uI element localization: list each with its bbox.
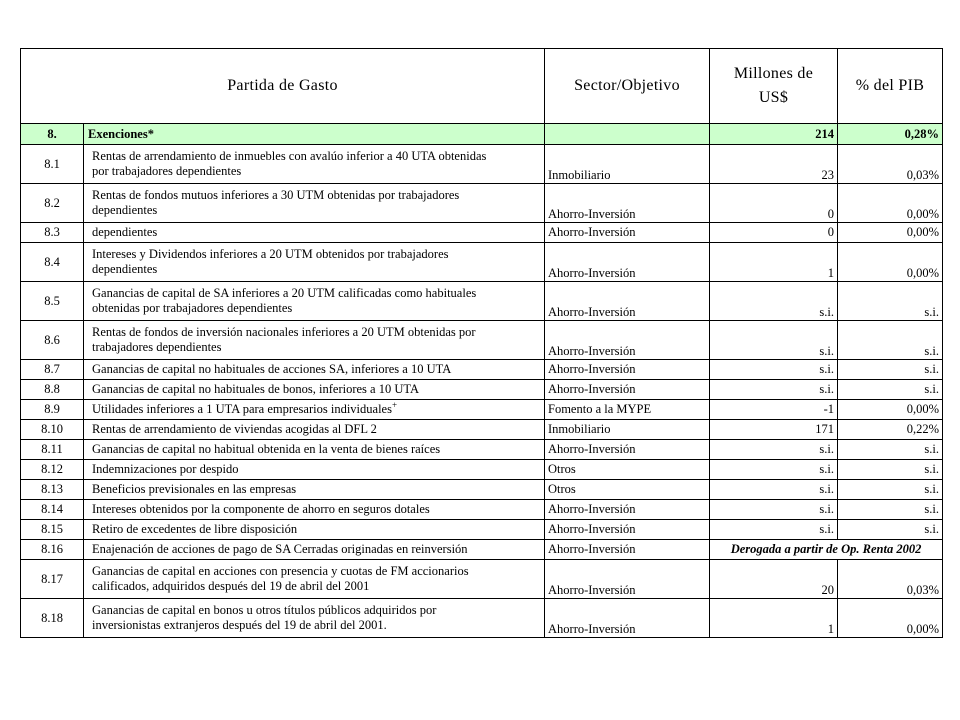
table-row bbox=[21, 520, 943, 540]
row-millones: 23 bbox=[710, 145, 838, 184]
row-number: 8.2 bbox=[21, 184, 84, 222]
row-description-line: Rentas de fondos mutuos inferiores a 30 UTM obtenidas por trabajadores bbox=[92, 188, 460, 202]
header-millones bbox=[710, 49, 838, 124]
row-item-cell bbox=[21, 223, 545, 243]
header-sector: Sector/Objetivo bbox=[545, 49, 710, 124]
row-pib: 0,03% bbox=[838, 145, 943, 184]
row-millones: -1 bbox=[710, 400, 838, 420]
row-item-cell bbox=[21, 380, 545, 400]
row-description bbox=[84, 420, 377, 439]
row-number: 8.12 bbox=[21, 460, 84, 479]
section-number: 8. bbox=[21, 124, 84, 144]
row-sector: Ahorro-Inversión bbox=[545, 500, 710, 520]
row-sector: Ahorro-Inversión bbox=[545, 560, 710, 599]
table-row bbox=[21, 400, 943, 420]
row-description-line: por trabajadores dependientes bbox=[92, 164, 242, 178]
row-item-cell bbox=[21, 282, 545, 321]
section-sector-cell bbox=[545, 124, 710, 145]
row-item-cell bbox=[21, 243, 545, 282]
row-sector: Ahorro-Inversión bbox=[545, 520, 710, 540]
row-description-line: Enajenación de acciones de pago de SA Cerradas originadas en reinversión bbox=[92, 542, 468, 556]
row-pib: 0,22% bbox=[838, 420, 943, 440]
row-description-line: obtenidas por trabajadores dependientes bbox=[92, 301, 293, 315]
row-sector: Ahorro-Inversión bbox=[545, 282, 710, 321]
row-description-line: Ganancias de capital en bonos u otros títulos públicos adquiridos por bbox=[92, 603, 437, 617]
row-description-line: Ganancias de capital en acciones con presencia y cuotas de FM accionarios bbox=[92, 564, 469, 578]
row-description-line: dependientes bbox=[92, 262, 158, 276]
header-millones-text: Millones de US$ bbox=[733, 65, 814, 106]
row-pib: 0,03% bbox=[838, 560, 943, 599]
row-description-line: calificados, adquiridos después del 19 de abril del 2001 bbox=[92, 579, 370, 593]
row-description bbox=[84, 321, 476, 359]
row-millones: 20 bbox=[710, 560, 838, 599]
row-sector: Ahorro-Inversión bbox=[545, 321, 710, 360]
row-pib: 0,00% bbox=[838, 400, 943, 420]
row-description-line: Rentas de fondos de inversión nacionales inferiores a 20 UTM obtenidas por bbox=[92, 325, 476, 339]
row-number: 8.8 bbox=[21, 380, 84, 399]
row-number: 8.7 bbox=[21, 360, 84, 379]
row-number: 8.11 bbox=[21, 440, 84, 459]
table-row bbox=[21, 282, 943, 321]
section-label-cell bbox=[21, 124, 545, 145]
row-sector: Ahorro-Inversión bbox=[545, 440, 710, 460]
row-item-cell bbox=[21, 360, 545, 380]
table-row bbox=[21, 480, 943, 500]
row-pib: s.i. bbox=[838, 321, 943, 360]
row-millones: 171 bbox=[710, 420, 838, 440]
row-millones: s.i. bbox=[710, 500, 838, 520]
row-sector: Ahorro-Inversión bbox=[545, 223, 710, 243]
row-millones: s.i. bbox=[710, 460, 838, 480]
section-label: Exenciones* bbox=[88, 127, 154, 141]
row-description-line: Beneficios previsionales en las empresas bbox=[92, 482, 297, 496]
row-description bbox=[84, 460, 238, 479]
row-sector: Fomento a la MYPE bbox=[545, 400, 710, 420]
header-row bbox=[21, 49, 943, 124]
row-description-line: Ganancias de capital de SA inferiores a 20 UTM calificadas como habituales bbox=[92, 286, 477, 300]
row-number: 8.16 bbox=[21, 540, 84, 559]
row-description-line: Rentas de arrendamiento de viviendas acogidas al DFL 2 bbox=[92, 422, 377, 436]
table-row bbox=[21, 223, 943, 243]
row-pib: 0,00% bbox=[838, 599, 943, 638]
tax-expenditure-table bbox=[20, 48, 943, 638]
row-number: 8.3 bbox=[21, 223, 84, 242]
row-pib: s.i. bbox=[838, 282, 943, 321]
row-description bbox=[84, 599, 436, 637]
row-description-line: inversionistas extranjeros después del 19 de abril del 2001. bbox=[92, 618, 387, 632]
row-pib: s.i. bbox=[838, 360, 943, 380]
row-pib: 0,00% bbox=[838, 184, 943, 223]
row-item-cell bbox=[21, 420, 545, 440]
row-item-cell bbox=[21, 440, 545, 460]
row-description-line: trabajadores dependientes bbox=[92, 340, 222, 354]
row-pib: s.i. bbox=[838, 440, 943, 460]
row-millones: s.i. bbox=[710, 321, 838, 360]
row-item-cell bbox=[21, 321, 545, 360]
row-number: 8.10 bbox=[21, 420, 84, 439]
row-description bbox=[84, 480, 296, 499]
table-row bbox=[21, 184, 943, 223]
table-row bbox=[21, 380, 943, 400]
row-pib: s.i. bbox=[838, 380, 943, 400]
row-sector: Inmobiliario bbox=[545, 420, 710, 440]
row-description bbox=[84, 560, 469, 598]
row-description bbox=[84, 184, 459, 222]
row-number: 8.4 bbox=[21, 243, 84, 281]
row-number: 8.13 bbox=[21, 480, 84, 499]
table-row bbox=[21, 500, 943, 520]
row-description bbox=[84, 223, 157, 242]
row-number: 8.15 bbox=[21, 520, 84, 539]
row-sector: Ahorro-Inversión bbox=[545, 360, 710, 380]
table-row bbox=[21, 540, 943, 560]
row-millones: 0 bbox=[710, 184, 838, 223]
row-item-cell bbox=[21, 599, 545, 638]
row-millones: s.i. bbox=[710, 480, 838, 500]
row-pib: s.i. bbox=[838, 480, 943, 500]
row-pib: s.i. bbox=[838, 500, 943, 520]
row-description bbox=[84, 500, 430, 519]
row-millones: s.i. bbox=[710, 360, 838, 380]
row-number: 8.1 bbox=[21, 145, 84, 183]
row-item-cell bbox=[21, 400, 545, 420]
row-item-cell bbox=[21, 480, 545, 500]
row-description-line: Intereses y Dividendos inferiores a 20 UTM obtenidos por trabajadores bbox=[92, 247, 449, 261]
row-description-line: Ganancias de capital no habituales de acciones SA, inferiores a 10 UTA bbox=[92, 362, 452, 376]
table-row bbox=[21, 560, 943, 599]
row-description bbox=[84, 440, 440, 459]
row-description bbox=[84, 540, 468, 559]
row-item-cell bbox=[21, 560, 545, 599]
row-description-line: dependientes bbox=[92, 203, 158, 217]
row-millones: 1 bbox=[710, 243, 838, 282]
row-number: 8.5 bbox=[21, 282, 84, 320]
row-sector: Inmobiliario bbox=[545, 145, 710, 184]
row-sector: Ahorro-Inversión bbox=[545, 599, 710, 638]
row-millones: s.i. bbox=[710, 282, 838, 321]
section-pib: 0,28% bbox=[838, 124, 943, 145]
row-description bbox=[84, 520, 297, 539]
row-description bbox=[84, 360, 451, 379]
table-row bbox=[21, 145, 943, 184]
table-row bbox=[21, 321, 943, 360]
section-millones: 214 bbox=[710, 124, 838, 145]
row-item-cell bbox=[21, 184, 545, 223]
row-description bbox=[84, 243, 449, 281]
row-number: 8.14 bbox=[21, 500, 84, 519]
row-item-cell bbox=[21, 520, 545, 540]
row-merged-note: Derogada a partir de Op. Renta 2002 bbox=[710, 540, 943, 560]
row-millones: s.i. bbox=[710, 440, 838, 460]
row-description-line: Intereses obtenidos por la componente de ahorro en seguros dotales bbox=[92, 502, 430, 516]
row-number: 8.6 bbox=[21, 321, 84, 359]
section-row bbox=[21, 124, 943, 145]
row-description-line: Retiro de excedentes de libre disposición bbox=[92, 522, 298, 536]
row-millones: 0 bbox=[710, 223, 838, 243]
header-partida: Partida de Gasto bbox=[21, 49, 545, 124]
row-number: 8.9 bbox=[21, 400, 84, 419]
row-item-cell bbox=[21, 540, 545, 560]
row-description-line: Rentas de arrendamiento de inmuebles con avalúo inferior a 40 UTA obtenidas bbox=[92, 149, 487, 163]
row-description-line: Indemnizaciones por despido bbox=[92, 462, 239, 476]
row-description bbox=[84, 400, 397, 419]
table-row bbox=[21, 460, 943, 480]
row-sector: Otros bbox=[545, 460, 710, 480]
row-description bbox=[84, 380, 419, 399]
row-pib: s.i. bbox=[838, 520, 943, 540]
row-description bbox=[84, 282, 476, 320]
row-item-cell bbox=[21, 145, 545, 184]
row-sector: Otros bbox=[545, 480, 710, 500]
row-pib: 0,00% bbox=[838, 223, 943, 243]
row-description-line: Ganancias de capital no habitual obtenida en la venta de bienes raíces bbox=[92, 442, 441, 456]
row-item-cell bbox=[21, 460, 545, 480]
row-footnote-mark: + bbox=[391, 399, 398, 410]
header-pib: % del PIB bbox=[838, 49, 943, 124]
row-pib: 0,00% bbox=[838, 243, 943, 282]
row-sector: Ahorro-Inversión bbox=[545, 380, 710, 400]
row-sector: Ahorro-Inversión bbox=[545, 243, 710, 282]
row-description bbox=[84, 145, 486, 183]
table-row bbox=[21, 360, 943, 380]
row-number: 8.18 bbox=[21, 599, 84, 637]
table-row bbox=[21, 243, 943, 282]
row-number: 8.17 bbox=[21, 560, 84, 598]
table-row bbox=[21, 440, 943, 460]
row-millones: s.i. bbox=[710, 380, 838, 400]
row-item-cell bbox=[21, 500, 545, 520]
row-description-line: Ganancias de capital no habituales de bonos, inferiores a 10 UTA bbox=[92, 382, 420, 396]
row-description-line: dependientes bbox=[92, 225, 158, 239]
row-description-line: Utilidades inferiores a 1 UTA para empresarios individuales+ bbox=[92, 399, 398, 416]
row-sector: Ahorro-Inversión bbox=[545, 184, 710, 223]
table-row bbox=[21, 420, 943, 440]
table-row bbox=[21, 599, 943, 638]
row-sector: Ahorro-Inversión bbox=[545, 540, 710, 560]
row-pib: s.i. bbox=[838, 460, 943, 480]
row-millones: 1 bbox=[710, 599, 838, 638]
row-millones: s.i. bbox=[710, 520, 838, 540]
